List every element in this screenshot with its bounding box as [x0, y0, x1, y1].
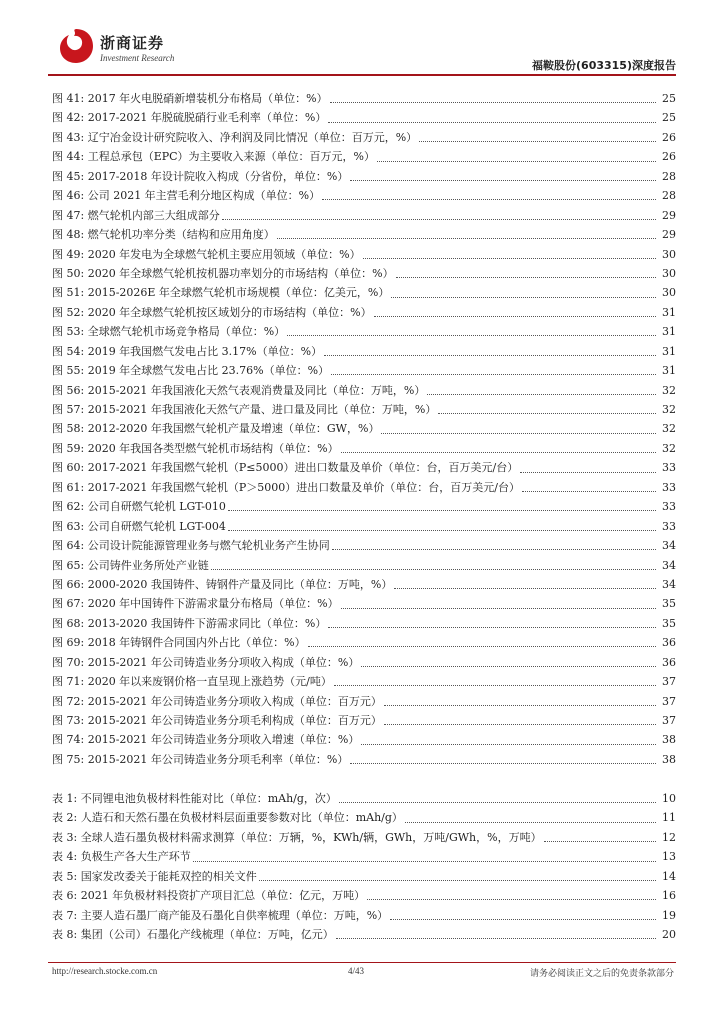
toc-entry-label: 表 2: 人造石和天然石墨在负极材料层面重要参数对比（单位：mAh/g）	[52, 811, 403, 825]
toc-leader-dots	[427, 384, 656, 395]
toc-entry[interactable]	[48, 128, 676, 147]
table-list	[48, 789, 676, 945]
toc-leader-dots	[287, 325, 656, 336]
toc-leader-dots	[390, 909, 656, 920]
toc-entry-label: 图 74: 2015-2021 年公司铸造业务分项收入增速（单位：%）	[52, 733, 360, 747]
company-logo-icon	[56, 26, 96, 66]
toc-entry-page: 37	[662, 675, 676, 689]
toc-entry[interactable]	[48, 419, 676, 438]
toc-leader-dots	[361, 656, 656, 667]
toc-leader-dots	[384, 714, 656, 725]
toc-entry-label: 图 49: 2020 年发电为全球燃气轮机主要应用领域（单位：%）	[52, 247, 361, 261]
toc-entry-label: 图 45: 2017-2018 年设计院收入构成（分省份，单位：%）	[52, 169, 349, 183]
toc-leader-dots	[322, 189, 656, 200]
toc-entry[interactable]	[48, 653, 676, 672]
toc-entry[interactable]	[48, 925, 676, 944]
toc-entry-label: 图 46: 公司 2021 年主营毛利分地区构成（单位：%）	[52, 189, 321, 203]
toc-entry-label: 图 68: 2013-2020 我国铸件下游需求同比（单位：%）	[52, 616, 327, 630]
toc-entry-label: 图 64: 公司设计院能源管理业务与燃气轮机业务产生协同	[52, 539, 330, 553]
toc-entry-page: 26	[662, 130, 676, 144]
toc-entry-label: 图 57: 2015-2021 年我国液化天然气产量、进口量及同比（单位：万吨，%）	[52, 403, 437, 416]
footer-disclaimer: 请务必阅读正文之后的免责条款部分	[529, 969, 674, 979]
toc-leader-dots	[334, 675, 656, 686]
toc-leader-dots	[339, 792, 656, 803]
toc-entry-page: 31	[662, 325, 676, 339]
toc-leader-dots	[394, 578, 656, 589]
toc-entry-page: 32	[662, 441, 676, 455]
toc-leader-dots	[330, 92, 656, 103]
toc-entry-page: 37	[662, 694, 676, 708]
toc-leader-dots	[377, 151, 656, 162]
toc-entry[interactable]	[48, 264, 676, 283]
toc-entry[interactable]	[48, 400, 676, 419]
brand-name: 浙商证券	[100, 34, 165, 52]
toc-entry-page: 34	[662, 558, 676, 572]
toc-entry[interactable]	[48, 575, 676, 594]
toc-leader-dots	[308, 636, 656, 647]
toc-entry[interactable]	[48, 322, 676, 341]
toc-entry-label: 图 70: 2015-2021 年公司铸造业务分项收入构成（单位：%）	[52, 655, 360, 669]
toc-leader-dots	[363, 248, 656, 259]
toc-entry-label: 表 4: 负极生产各大生产环节	[52, 850, 191, 864]
toc-entry-label: 图 55: 2019 年全球燃气发电占比 23.76%（单位：%）	[52, 364, 330, 378]
toc-entry-page: 38	[662, 733, 676, 747]
toc-leader-dots	[341, 598, 656, 609]
toc-entry[interactable]	[48, 225, 676, 244]
toc-entry[interactable]	[48, 633, 676, 652]
toc-entry-page: 33	[662, 500, 676, 514]
toc-entry-page: 28	[662, 189, 676, 203]
toc-entry-label: 表 1: 不同锂电池负极材料性能对比（单位：mAh/g，次）	[52, 792, 337, 805]
toc-entry-page: 30	[662, 286, 676, 300]
toc-leader-dots	[193, 851, 656, 862]
toc-entry[interactable]	[48, 283, 676, 302]
toc-entry-page: 35	[662, 597, 676, 611]
toc-leader-dots	[228, 520, 656, 531]
toc-leader-dots	[341, 442, 656, 453]
toc-entry-label: 表 5: 国家发改委关于能耗双控的相关文件	[52, 869, 257, 883]
toc-entry-page: 33	[662, 461, 676, 475]
toc-entry[interactable]	[48, 517, 676, 536]
toc-leader-dots	[381, 423, 656, 434]
toc-leader-dots	[522, 481, 656, 492]
toc-entry-label: 图 66: 2000-2020 我国铸件、铸钢件产量及同比（单位：万吨，%）	[52, 577, 393, 591]
toc-entry-label: 图 58: 2012-2020 年我国燃气轮机产量及增速（单位：GW，%）	[52, 422, 380, 436]
toc-entry-page: 13	[662, 850, 676, 864]
toc-leader-dots	[374, 306, 656, 317]
toc-entry-page: 30	[662, 247, 676, 261]
header-divider	[48, 74, 676, 76]
toc-leader-dots	[332, 539, 656, 550]
toc-entry[interactable]	[48, 906, 676, 925]
toc-leader-dots	[277, 228, 656, 239]
toc-entry-label: 图 69: 2018 年铸钢件合同国内外占比（单位：%）	[52, 636, 306, 650]
brand-subtitle: Investment Research	[100, 53, 175, 63]
toc-leader-dots	[328, 112, 656, 123]
toc-entry-page: 32	[662, 403, 676, 416]
toc-entry[interactable]	[48, 692, 676, 711]
toc-entry-page: 14	[662, 869, 676, 883]
toc-entry-label: 图 75: 2015-2021 年公司铸造业务分项毛利率（单位：%）	[52, 752, 349, 766]
toc-entry-label: 图 42: 2017-2021 年脱硫脱硝行业毛利率（单位：%）	[52, 111, 327, 125]
toc-entry-label: 图 62: 公司自研燃气轮机 LGT-010	[52, 500, 226, 514]
toc-entry[interactable]	[48, 730, 676, 749]
toc-entry-label: 图 63: 公司自研燃气轮机 LGT-004	[52, 519, 226, 533]
page-number: 4/43	[348, 966, 365, 976]
toc-leader-dots	[222, 209, 656, 220]
toc-entry[interactable]	[48, 361, 676, 380]
figure-list	[48, 89, 676, 769]
toc-entry[interactable]	[48, 867, 676, 886]
toc-entry[interactable]	[48, 167, 676, 186]
report-title: 福鞍股份(603315)深度报告	[532, 59, 676, 72]
toc-entry-page: 32	[662, 383, 676, 397]
toc-leader-dots	[336, 928, 656, 939]
toc-entry-page: 33	[662, 480, 676, 494]
toc-entry[interactable]	[48, 458, 676, 477]
toc-entry-label: 图 65: 公司铸件业务所处产业链	[52, 558, 209, 572]
toc-entry[interactable]	[48, 478, 676, 497]
toc-entry[interactable]	[48, 556, 676, 575]
toc-entry-label: 表 7: 主要人造石墨厂商产能及石墨化自供率梳理（单位：万吨，%）	[52, 908, 389, 922]
toc-leader-dots	[361, 734, 656, 745]
toc-entry-page: 11	[662, 811, 676, 825]
toc-entry-label: 图 59: 2020 年我国各类型燃气轮机市场结构（单位：%）	[52, 441, 339, 455]
toc-leader-dots	[405, 812, 656, 823]
toc-entry-page: 36	[662, 655, 676, 669]
toc-leader-dots	[544, 831, 656, 842]
toc-leader-dots	[324, 345, 656, 356]
toc-entry-label: 表 6: 2021 年负极材料投资扩产项目汇总（单位：亿元，万吨）	[52, 889, 366, 903]
toc-entry-page: 29	[662, 228, 676, 242]
toc-entry-label: 表 3: 全球人造石墨负极材料需求测算（单位：万辆，%，KWh/辆，GWh，万吨/GWh，%，万吨）	[52, 830, 542, 844]
toc-entry[interactable]	[48, 672, 676, 691]
toc-entry[interactable]	[48, 594, 676, 613]
toc-entry[interactable]	[48, 886, 676, 905]
toc-entry[interactable]	[48, 342, 676, 361]
toc-entry-page: 35	[662, 616, 676, 630]
toc-leader-dots	[384, 695, 656, 706]
toc-entry[interactable]	[48, 847, 676, 866]
toc-entry-page: 36	[662, 636, 676, 650]
toc-entry-page: 12	[662, 830, 676, 844]
toc-leader-dots	[328, 617, 656, 628]
toc-entry-label: 图 44: 工程总承包（EPC）为主要收入来源（单位：百万元，%）	[52, 150, 375, 164]
toc-entry[interactable]	[48, 536, 676, 555]
toc-entry[interactable]	[48, 439, 676, 458]
toc-entry-page: 31	[662, 305, 676, 319]
toc-entry-page: 25	[662, 111, 676, 125]
toc-entry-page: 37	[662, 714, 676, 727]
toc-entry-label: 图 41: 2017 年火电脱硝新增装机分布格局（单位：%）	[52, 92, 328, 105]
toc-entry[interactable]	[48, 750, 676, 769]
page-footer	[48, 966, 676, 982]
toc-entry[interactable]	[48, 206, 676, 225]
toc-leader-dots	[391, 287, 656, 298]
toc-leader-dots	[331, 364, 656, 375]
toc-leader-dots	[350, 170, 656, 181]
toc-entry-page: 26	[662, 150, 676, 164]
toc-entry-page: 10	[662, 792, 676, 805]
toc-entry[interactable]	[48, 789, 676, 808]
toc-entry[interactable]	[48, 186, 676, 205]
toc-entry-label: 图 52: 2020 年全球燃气轮机按区域划分的市场结构（单位：%）	[52, 305, 372, 319]
toc-entry[interactable]	[48, 147, 676, 166]
toc-leader-dots	[438, 403, 656, 414]
toc-entry-label: 图 43: 辽宁冶金设计研究院收入、净利润及同比情况（单位：百万元，%）	[52, 130, 418, 144]
toc-entry[interactable]	[48, 614, 676, 633]
toc-entry-page: 31	[662, 344, 676, 358]
toc-entry-page: 34	[662, 539, 676, 553]
toc-entry-label: 图 54: 2019 年我国燃气发电占比 3.17%（单位：%）	[52, 344, 323, 358]
toc-leader-dots	[211, 559, 656, 570]
toc-entry-page: 25	[662, 92, 676, 105]
toc-entry-label: 图 60: 2017-2021 年我国燃气轮机（P≤5000）进出口数量及单价（单位：台，百万美元/台）	[52, 461, 519, 475]
toc-entry[interactable]	[48, 89, 676, 108]
toc-entry-page: 16	[662, 889, 676, 903]
toc-entry-page: 20	[662, 928, 676, 942]
toc-entry-page: 29	[662, 208, 676, 222]
toc-entry-page: 32	[662, 422, 676, 436]
toc-entry[interactable]	[48, 108, 676, 127]
toc-leader-dots	[228, 500, 656, 511]
toc-entry[interactable]	[48, 303, 676, 322]
toc-entry-page: 38	[662, 752, 676, 766]
toc-entry-page: 19	[662, 908, 676, 922]
toc-entry[interactable]	[48, 828, 676, 847]
toc-entry-label: 图 50: 2020 年全球燃气轮机按机器功率划分的市场结构（单位：%）	[52, 266, 394, 280]
toc-entry-page: 30	[662, 266, 676, 280]
toc-entry-label: 图 48: 燃气轮机功率分类（结构和应用角度）	[52, 228, 275, 242]
toc-entry-label: 图 51: 2015-2026E 年全球燃气轮机市场规模（单位：亿美元，%）	[52, 286, 390, 300]
footer-divider	[48, 962, 676, 963]
toc-leader-dots	[350, 753, 656, 764]
footer-url[interactable]: http://research.stocke.com.cn	[52, 966, 158, 976]
toc-entry-page: 34	[662, 577, 676, 591]
toc-entry[interactable]	[48, 381, 676, 400]
toc-entry-label: 图 56: 2015-2021 年我国液化天然气表观消费量及同比（单位：万吨，%）	[52, 383, 426, 397]
toc-entry[interactable]	[48, 711, 676, 730]
toc-leader-dots	[367, 889, 656, 900]
toc-entry-page: 31	[662, 364, 676, 378]
toc-entry-label: 图 73: 2015-2021 年公司铸造业务分项毛利构成（单位：百万元）	[52, 714, 382, 727]
toc-leader-dots	[396, 267, 656, 278]
toc-leader-dots	[259, 870, 656, 881]
toc-entry-label: 图 67: 2020 年中国铸件下游需求量分布格局（单位：%）	[52, 597, 339, 611]
toc-entry-page: 28	[662, 169, 676, 183]
toc-entry[interactable]	[48, 497, 676, 516]
toc-entry[interactable]	[48, 245, 676, 264]
toc-entry[interactable]	[48, 808, 676, 827]
toc-entry-label: 图 61: 2017-2021 年我国燃气轮机（P＞5000）进出口数量及单价（单位：台，百万美元/台）	[52, 480, 520, 494]
toc-leader-dots	[419, 131, 656, 142]
toc-leader-dots	[520, 462, 656, 473]
toc-entry-label: 图 53: 全球燃气轮机市场竞争格局（单位：%）	[52, 325, 286, 339]
toc-entry-label: 表 8: 集团（公司）石墨化产线梳理（单位：万吨，亿元）	[52, 928, 334, 942]
toc-entry-label: 图 71: 2020 年以来废钢价格一直呈现上涨趋势（元/吨）	[52, 675, 332, 689]
page-header	[48, 26, 676, 72]
toc-entry-page: 33	[662, 519, 676, 533]
toc-entry-label: 图 47: 燃气轮机内部三大组成部分	[52, 208, 220, 222]
toc-entry-label: 图 72: 2015-2021 年公司铸造业务分项收入构成（单位：百万元）	[52, 694, 382, 708]
